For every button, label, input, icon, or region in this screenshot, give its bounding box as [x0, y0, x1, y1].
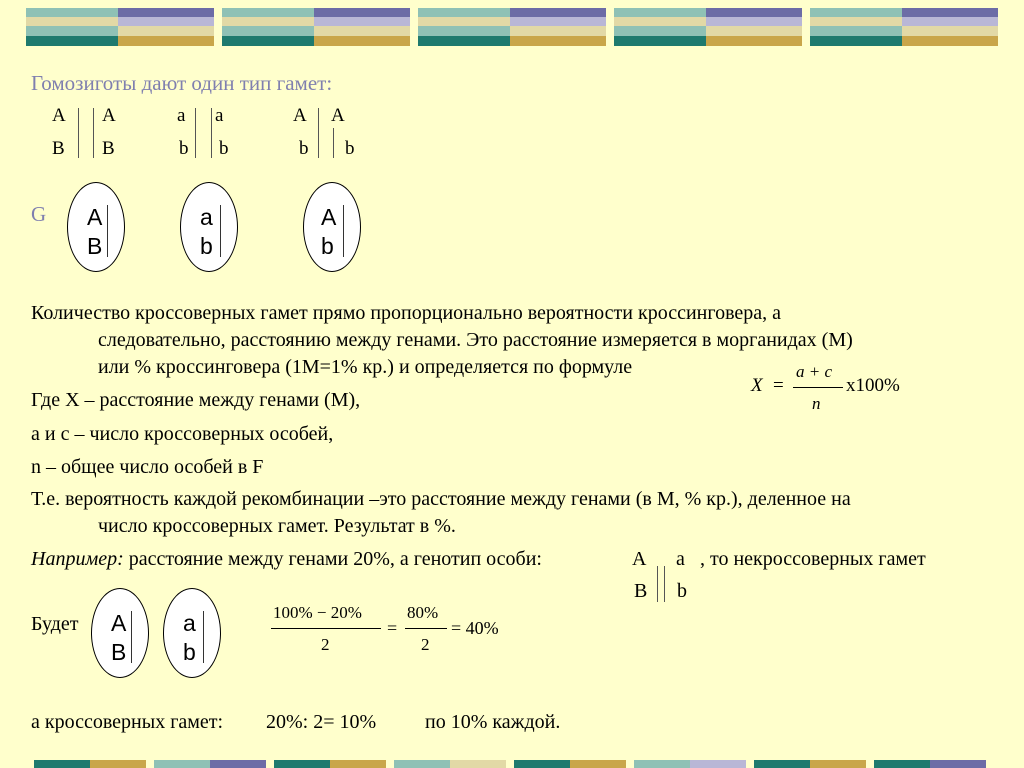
- chromosome-line: [78, 108, 79, 158]
- genotype-1-top-right: A: [102, 105, 116, 126]
- band-segment: [706, 26, 802, 36]
- example-tail: , то некроссоверных гамет: [700, 548, 926, 570]
- chromosome-line: [107, 205, 108, 257]
- formula-lhs: X: [751, 375, 763, 396]
- band-segment: [394, 760, 450, 768]
- band-segment: [418, 17, 510, 26]
- band-segment: [222, 17, 314, 26]
- genotype-1-bottom-left: B: [52, 138, 65, 159]
- chromosome-line: [211, 108, 212, 158]
- band-segment: [902, 26, 998, 36]
- band-segment: [810, 36, 902, 46]
- chromosome-line: [343, 205, 344, 257]
- example-genotype-top-right: a: [676, 548, 685, 570]
- chromosome-line: [318, 108, 319, 158]
- chromosome-line: [131, 611, 132, 663]
- gamete-1-bottom: B: [87, 233, 103, 259]
- gamete-3-top: A: [321, 204, 337, 230]
- example-lead: Например:: [31, 548, 124, 570]
- band-segment: [314, 26, 410, 36]
- calc-equals-result: = 40%: [451, 618, 499, 638]
- example-genotype-top-left: A: [632, 548, 647, 570]
- paragraph-line: Количество кроссоверных гамет прямо пропорционально вероятности кроссинговера, а: [31, 302, 782, 324]
- band-segment: [902, 17, 998, 26]
- band-segment: [706, 8, 802, 17]
- fraction-line: [793, 387, 843, 388]
- definition-line: а и с – число кроссоверных особей,: [31, 423, 334, 445]
- band-segment: [26, 26, 118, 36]
- genotype-1-bottom-right: B: [102, 138, 115, 159]
- chromosome-line: [203, 611, 204, 663]
- calc-numerator-1: 100% − 20%: [273, 603, 362, 622]
- definition-line: n – общее число особей в F: [31, 456, 264, 478]
- result-gamete-1-top: A: [111, 610, 127, 636]
- final-text: а кроссоверных гамет:: [31, 711, 224, 733]
- band-segment: [314, 36, 410, 46]
- band-segment: [874, 760, 930, 768]
- genotype-3-top-left: A: [293, 105, 307, 126]
- example-genotype-bottom-right: b: [677, 580, 687, 602]
- gamete-oval: [67, 182, 125, 272]
- formula-numerator: a + c: [796, 362, 833, 381]
- band-segment: [118, 17, 214, 26]
- result-gamete-1-bottom: B: [111, 639, 127, 665]
- example-genotype-bottom-left: B: [634, 580, 648, 602]
- calc-denominator-2: 2: [421, 635, 430, 654]
- band-segment: [614, 17, 706, 26]
- gamete-oval: [163, 588, 221, 678]
- gamete-oval: [180, 182, 238, 272]
- calc-denominator-1: 2: [321, 635, 330, 654]
- chromosome-line: [195, 108, 196, 158]
- band-segment: [274, 760, 330, 768]
- calc-equals-1: =: [387, 618, 398, 638]
- band-segment: [314, 17, 410, 26]
- band-segment: [510, 8, 606, 17]
- band-segment: [634, 760, 690, 768]
- chromosome-line: [93, 108, 94, 158]
- gamete-1-top: A: [87, 204, 103, 230]
- band-segment: [418, 36, 510, 46]
- gamete-2-bottom: b: [200, 233, 213, 259]
- band-segment: [34, 760, 90, 768]
- genotype-3-bottom-left: b: [299, 138, 309, 159]
- example-text: расстояние между генами 20%, а генотип особи:: [123, 548, 542, 570]
- result-gamete-2-bottom: b: [183, 639, 196, 665]
- band-segment: [418, 8, 510, 17]
- result-gamete-2-top: a: [183, 610, 196, 636]
- example-line: [31, 545, 542, 573]
- gamete-2-top: a: [200, 204, 213, 230]
- formula-equals: =: [773, 375, 784, 396]
- formula-denominator: n: [812, 394, 821, 413]
- genotype-2-bottom-right: b: [219, 138, 229, 159]
- gamete-label: G: [31, 202, 47, 226]
- band-segment: [330, 760, 386, 768]
- gamete-oval: [303, 182, 361, 272]
- band-segment: [690, 760, 746, 768]
- band-segment: [614, 36, 706, 46]
- band-segment: [810, 26, 902, 36]
- band-segment: [90, 760, 146, 768]
- genotype-1-top-left: A: [52, 105, 66, 126]
- band-segment: [222, 26, 314, 36]
- band-segment: [510, 26, 606, 36]
- band-segment: [902, 36, 998, 46]
- band-segment: [810, 17, 902, 26]
- band-segment: [930, 760, 986, 768]
- gamete-3-bottom: b: [321, 233, 334, 259]
- paragraph-line: Т.е. вероятность каждой рекомбинации –это расстояние между генами (в М, % кр.), деленное на: [31, 488, 851, 510]
- band-segment: [614, 26, 706, 36]
- paragraph-line: число кроссоверных гамет. Результат в %.: [98, 515, 456, 537]
- slide-heading: Гомозиготы дают один тип гамет:: [31, 71, 333, 95]
- band-segment: [118, 26, 214, 36]
- band-segment: [222, 36, 314, 46]
- chromosome-line: [220, 205, 221, 257]
- formula-suffix: x100%: [846, 375, 900, 396]
- genotype-3-top-right: A: [331, 105, 345, 126]
- chromosome-line: [664, 566, 665, 602]
- band-segment: [210, 760, 266, 768]
- band-segment: [614, 8, 706, 17]
- genotype-2-top-left: a: [177, 105, 186, 126]
- fraction-line: [271, 628, 381, 629]
- genotype-2-top-right: a: [215, 105, 224, 126]
- band-segment: [754, 760, 810, 768]
- band-segment: [706, 36, 802, 46]
- band-segment: [26, 36, 118, 46]
- band-segment: [706, 17, 802, 26]
- definition-line: Где Х – расстояние между генами (М),: [31, 389, 361, 411]
- final-calc: 20%: 2= 10%: [266, 711, 377, 733]
- band-segment: [314, 8, 410, 17]
- band-segment: [118, 36, 214, 46]
- band-segment: [26, 17, 118, 26]
- fraction-line: [405, 628, 447, 629]
- result-label: Будет: [31, 613, 79, 635]
- band-segment: [418, 26, 510, 36]
- chromosome-line: [657, 566, 658, 602]
- band-segment: [570, 760, 626, 768]
- gamete-oval: [91, 588, 149, 678]
- band-segment: [222, 8, 314, 17]
- band-segment: [450, 760, 506, 768]
- band-segment: [154, 760, 210, 768]
- genotype-3-bottom-right: b: [345, 138, 355, 159]
- chromosome-line: [333, 128, 334, 158]
- final-each: по 10% каждой.: [425, 711, 561, 733]
- band-segment: [902, 8, 998, 17]
- band-segment: [26, 8, 118, 17]
- paragraph-line: или % кроссинговера (1М=1% кр.) и определяется по формуле: [98, 356, 633, 378]
- band-segment: [514, 760, 570, 768]
- band-segment: [510, 17, 606, 26]
- band-segment: [810, 8, 902, 17]
- genotype-2-bottom-left: b: [179, 138, 189, 159]
- paragraph-line: следовательно, расстоянию между генами. Это расстояние измеряется в морганидах (М): [98, 329, 853, 351]
- band-segment: [810, 760, 866, 768]
- band-segment: [118, 8, 214, 17]
- calc-numerator-2: 80%: [407, 603, 439, 622]
- band-segment: [510, 36, 606, 46]
